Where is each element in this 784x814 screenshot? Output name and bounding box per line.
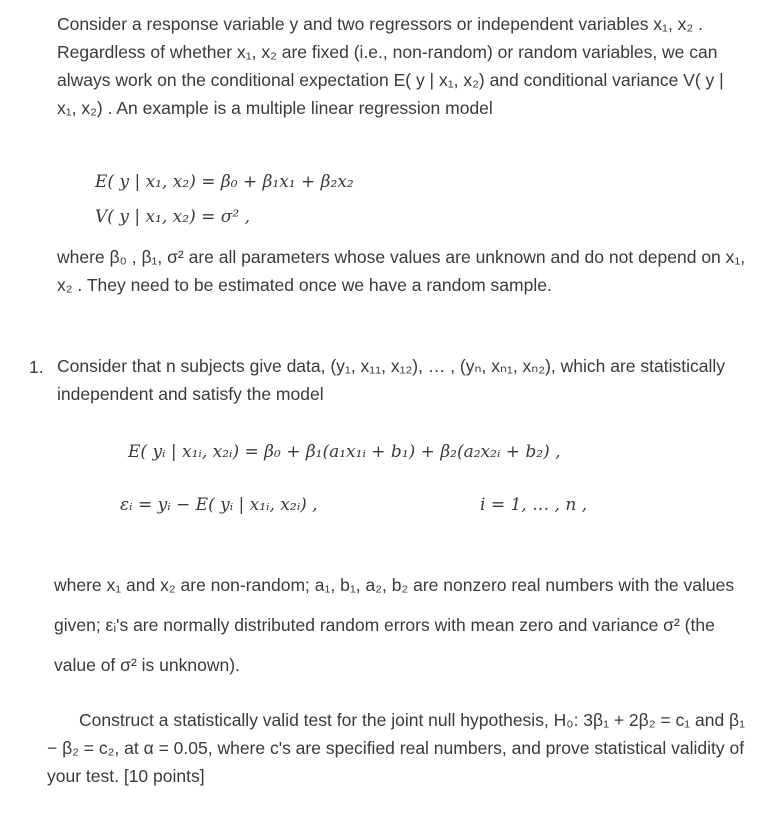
intro-paragraph: Consider a response variable y and two regressors or independent variables x₁, x₂ . Regardless of whether x₁, x₂ are fixed (i.e., non-random) or random variables, we can always work on the conditional expectation E( y | x₁, x₂) and conditional variance V( y | x₁, x₂) . An example is a multiple linear regression model (57, 14, 724, 118)
intro-parameters-paragraph: where β₀ , β₁, σ² are all parameters whose values are unknown and do not depend on x₁, x₂ . They need to be estimated once we have a random sample. (57, 247, 746, 295)
question-model-equation: E( yᵢ | x₁ᵢ, x₂ᵢ) = β₀ + β₁(a₁x₁ᵢ + b₁) + β₂(a₂x₂ᵢ + b₂) , (128, 442, 561, 462)
question-conditions: where x₁ and x₂ are non-random; a₁, b₁, a₂, b₂ are nonzero real numbers with the values given; εᵢ's are normally distributed random errors with mean zero and variance σ² (the value of σ² is unknown). (54, 575, 735, 675)
question-intro: Consider that n subjects give data, (y₁, x₁₁, x₁₂), … , (yₙ, xₙ₁, xₙ₂), which are statistically independent and satisfy the model (57, 356, 725, 404)
question-index-range: i = 1, … , n , (480, 495, 588, 515)
intro-equation-expectation: E( y | x₁, x₂) = β₀ + β₁x₁ + β₂x₂ (95, 172, 354, 192)
question-task: Construct a statistically valid test for the joint null hypothesis, H₀: 3β₁ + 2β₂ = c₁ and β₁ − β₂ = c₂, at α = 0.05, where c's are specified real numbers, and prove statistical validity of your test. [10 points] (47, 710, 746, 786)
intro-equation-variance: V( y | x₁, x₂) = σ² , (95, 207, 250, 227)
question-error-equation: εᵢ = yᵢ − E( yᵢ | x₁ᵢ, x₂ᵢ) , (120, 495, 318, 515)
question-number: 1. (29, 357, 44, 377)
